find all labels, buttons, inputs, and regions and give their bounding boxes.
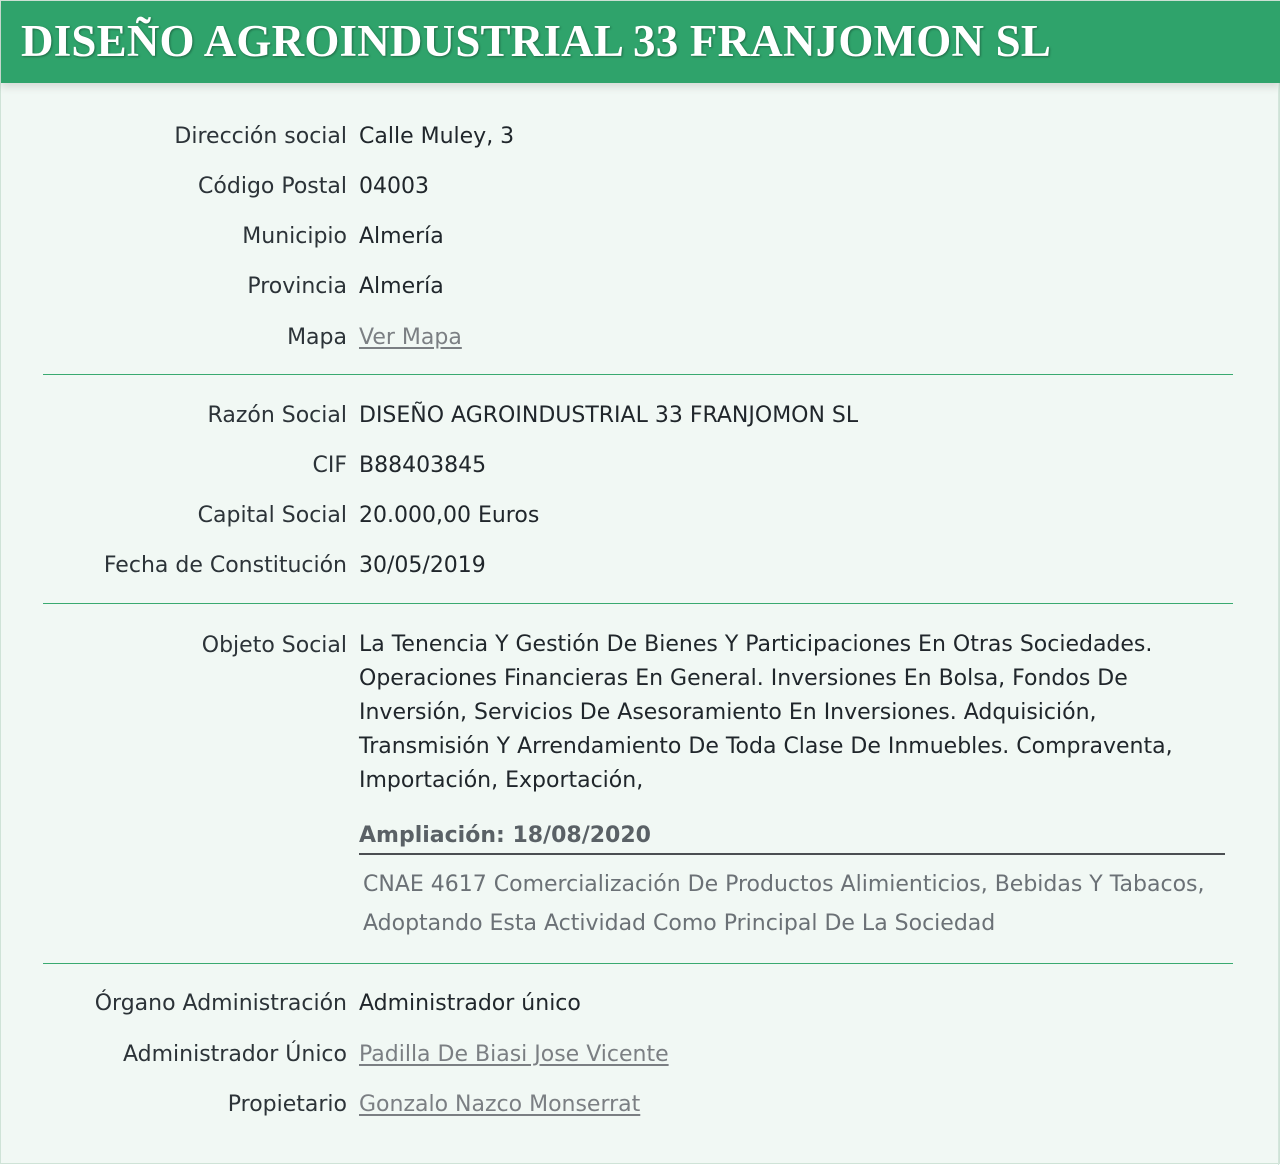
company-title: DISEÑO AGROINDUSTRIAL 33 FRANJOMON SL [21,16,1052,66]
administrador-unico-label: Administrador Único [122,1042,347,1067]
municipio-label: Municipio [242,224,347,249]
objeto-social-text: La Tenencia Y Gestión De Bienes Y Participaciones En Otras Sociedades. Operaciones Financieras En General. Inversiones En Bolsa, Fondos De Inversión, Servicios De Asesoramiento En Inversiones. Adquisición, Transmisión Y Arrendamiento De Toda Clase De Inmuebles. Compraventa, Importación, Exportación, [359,632,1173,793]
administrador-unico-link[interactable]: Padilla De Biasi Jose Vicente [359,1042,669,1067]
row-organo-administracion [1,984,1280,1024]
row-direccion-social [1,117,1280,157]
row-municipio [1,217,1280,257]
row-administrador-unico [1,1035,1280,1075]
row-provincia [1,267,1280,307]
provincia-value: Almería [359,274,444,299]
codigo-postal-value: 04003 [359,174,429,199]
propietario-link[interactable]: Gonzalo Nazco Monserrat [359,1092,641,1117]
capital-social-label: Capital Social [197,503,347,528]
row-cif [1,446,1280,486]
organo-administracion-label: Órgano Administración [94,991,347,1016]
company-header [1,1,1280,83]
razon-social-value: DISEÑO AGROINDUSTRIAL 33 FRANJOMON SL [359,403,859,428]
card-right-border [1278,83,1279,1165]
row-capital-social [1,496,1280,536]
ampliacion-text: CNAE 4617 Comercialización De Productos Alimienticios, Bebidas Y Tabacos, Adoptando Esta Actividad Como Principal De La Sociedad [363,872,1205,936]
organo-administracion-value: Administrador único [359,991,581,1016]
codigo-postal-label: Código Postal [198,174,347,199]
row-fecha-constitucion [1,546,1280,586]
propietario-label: Propietario [227,1092,347,1117]
section-divider [43,963,1233,964]
fecha-constitucion-value: 30/05/2019 [359,553,486,578]
municipio-value: Almería [359,224,444,249]
razon-social-label: Razón Social [207,403,347,428]
section-divider [43,374,1233,375]
cif-value: B88403845 [359,453,487,478]
ampliacion-title: Ampliación: 18/08/2020 [359,819,1225,855]
capital-social-value: 20.000,00 Euros [359,503,540,528]
direccion-social-value: Calle Muley, 3 [359,124,515,149]
row-mapa [1,318,1280,358]
direccion-social-label: Dirección social [174,124,347,149]
section-divider [43,603,1233,604]
mapa-label: Mapa [287,325,347,350]
provincia-label: Provincia [247,274,347,299]
row-propietario [1,1085,1280,1125]
row-codigo-postal [1,167,1280,207]
fecha-constitucion-label: Fecha de Constitución [103,553,347,578]
ver-mapa-link[interactable]: Ver Mapa [359,325,462,350]
cif-label: CIF [312,453,347,478]
objeto-social-label: Objeto Social [201,633,347,658]
row-razon-social [1,396,1280,436]
